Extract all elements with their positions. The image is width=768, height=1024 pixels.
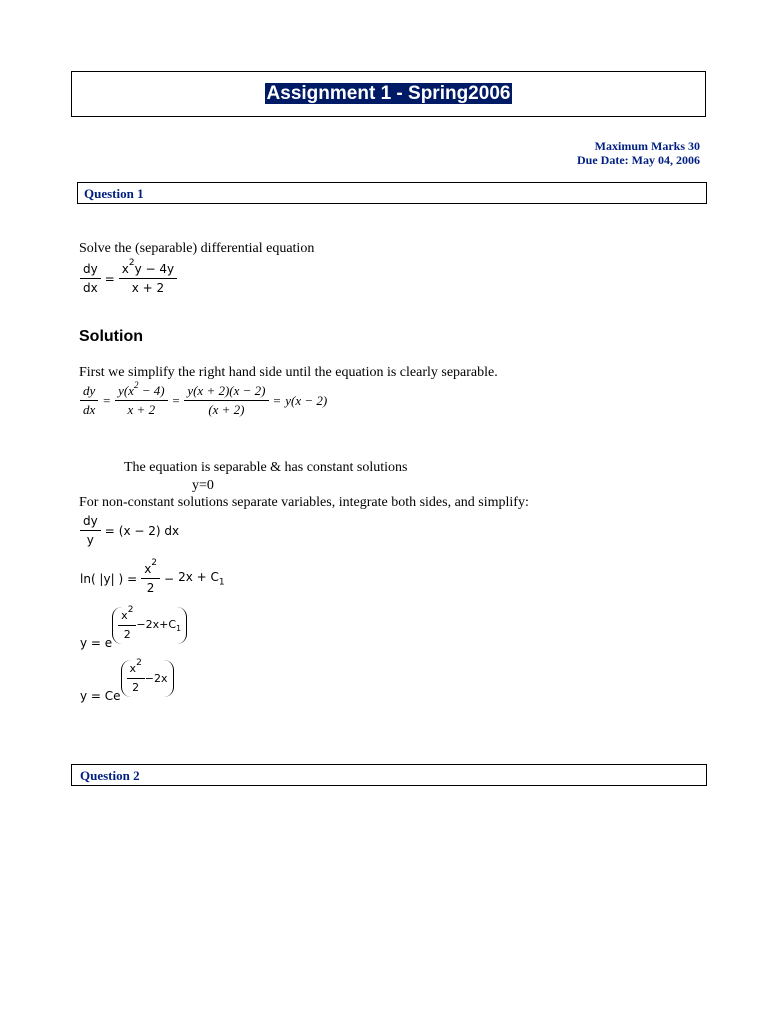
question-1-box (77, 182, 707, 204)
nonconstant-note: For non-constant solutions separate variables, integrate both sides, and simplify: (79, 495, 529, 510)
max-marks: Maximum Marks 30 (594, 139, 700, 153)
question-1-prompt: Solve the (separable) differential equation (79, 241, 315, 256)
question-2-label: Question 2 (80, 768, 140, 783)
page-title: Assignment 1 - Spring2006 (266, 83, 511, 104)
due-date: Due Date: May 04, 2006 (577, 153, 700, 167)
integrated-equation: ln( |y| ) = $\frac{x^2}{2}$ − $2x + C_1$ (80, 558, 225, 595)
question-2-box (71, 764, 707, 786)
constant-solution: y=0 (192, 478, 214, 493)
ode-lhs: $\frac{dy}{dx}$ (80, 262, 101, 295)
solution-intro: First we simplify the right hand side until the equation is clearly separable. (79, 365, 498, 380)
question-1-label: Question 1 (84, 186, 144, 201)
page-title-wrap (72, 83, 705, 105)
solution-heading: Solution (79, 328, 143, 345)
constant-solutions-note: The equation is separable & has constant solutions (124, 460, 408, 475)
exponential-form: y = e $\frac{x^2}{2}$ $-2x+C_1$ (80, 607, 187, 650)
final-solution: y = Ce $\frac{x^2}{2}$ −2x (80, 660, 174, 703)
ode-rhs: $\frac{x^2y - 4y}{x + 2}$ (119, 262, 177, 295)
title-box (71, 71, 706, 117)
separated-equation: $\frac{dy}{y}$ = (x − 2) dx (80, 514, 179, 547)
simplification-equation: $\frac{dy}{dx}$ = $\frac{y(x^2 - 4)}{x + 2}$ = $\frac{y(x + 2)(x - 2)}{(x + 2)}$ = y(x − 2) (80, 384, 327, 417)
ode-equation: $\frac{dy}{dx}$ = $\frac{x^2y - 4y}{x + 2}$ (80, 262, 177, 295)
